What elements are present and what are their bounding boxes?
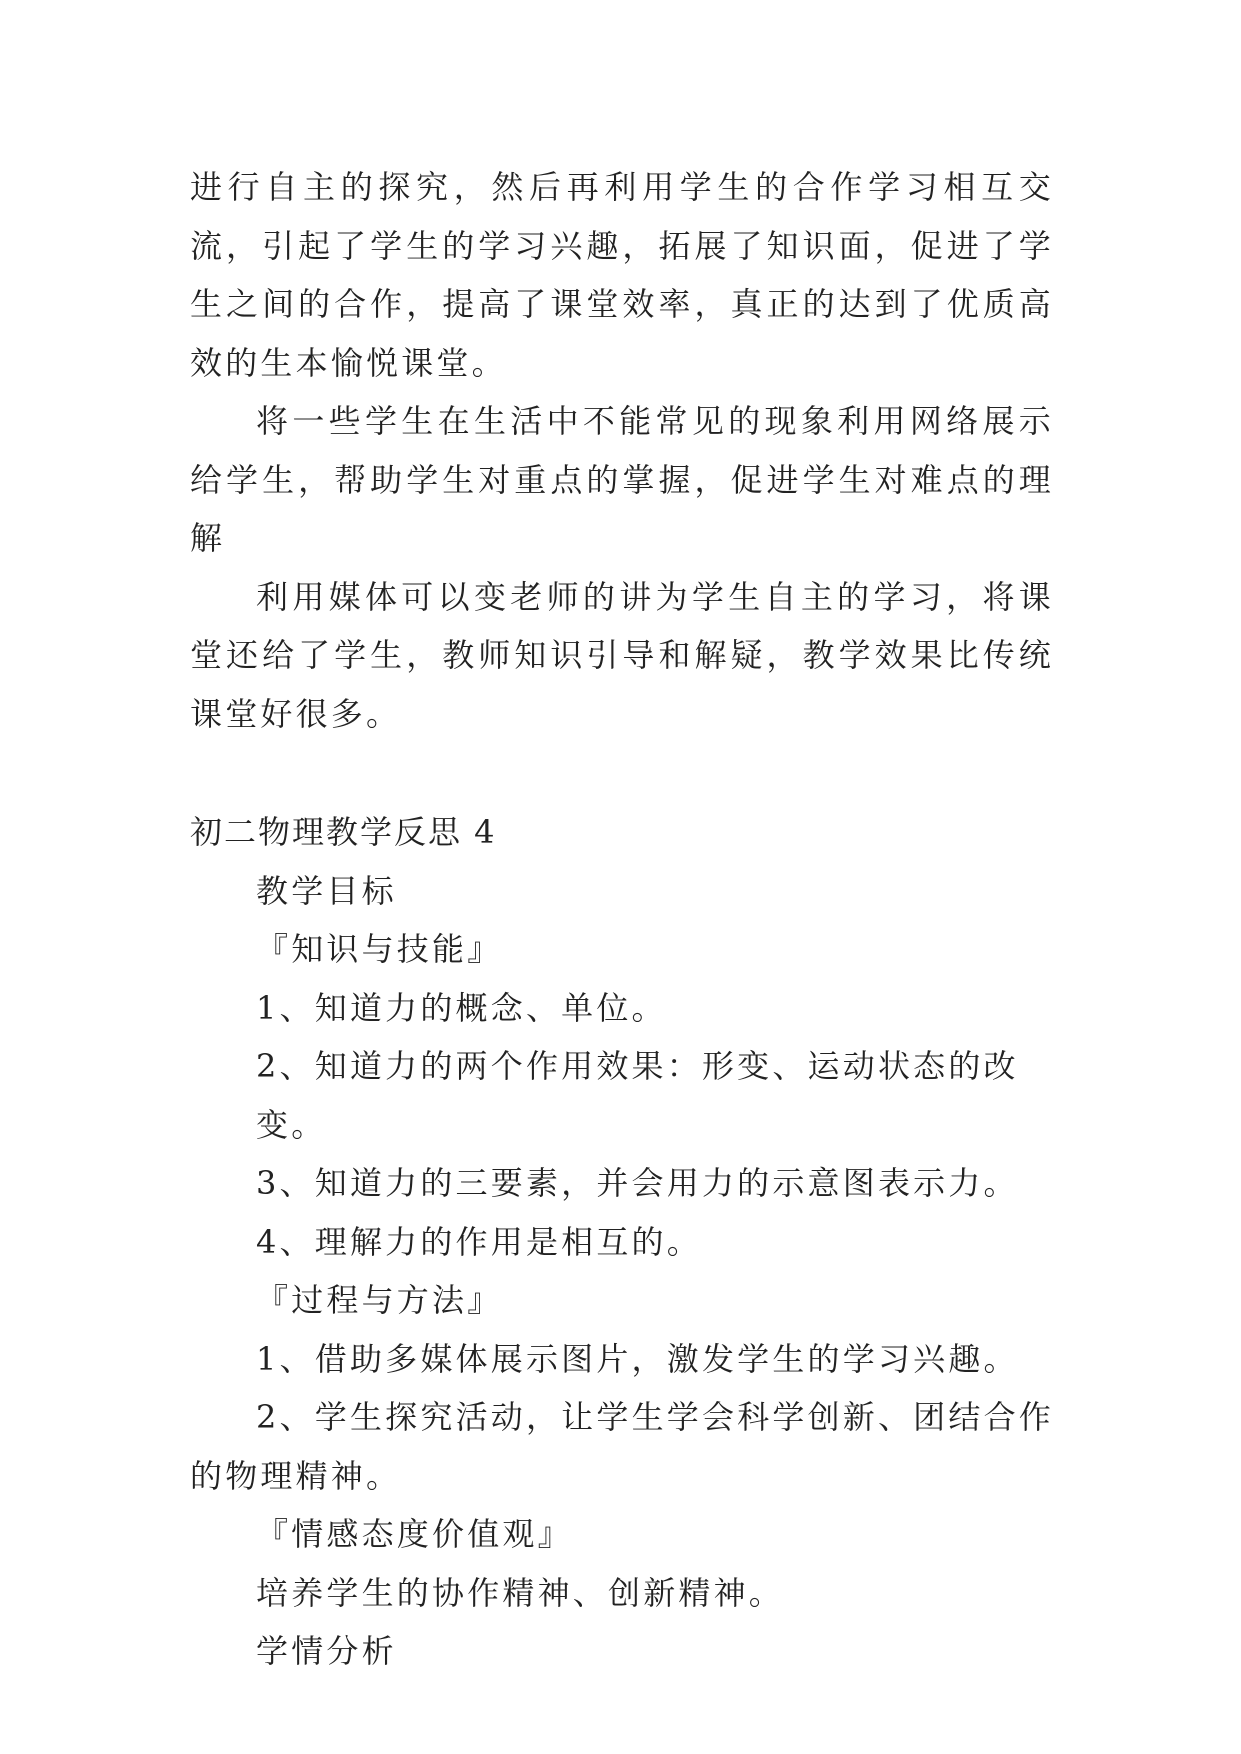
- knowledge-item-2: 2、知道力的两个作用效果：形变、运动状态的改变。: [256, 1047, 1019, 1144]
- process-item-2: 2、学生探究活动，让学生学会科学创新、团结合作的物理精神。: [190, 1398, 1054, 1495]
- paragraph-media-learning: 利用媒体可以变老师的讲为学生自主的学习，将课堂还给了学生，教师知识引导和解疑，教学效果比传统课堂好很多。: [190, 577, 1054, 733]
- knowledge-item-1: 1、知道力的概念、单位。: [256, 988, 667, 1027]
- process-item-1: 1、借助多媒体展示图片，激发学生的学习兴趣。: [256, 1339, 1019, 1378]
- knowledge-heading: 『知识与技能』: [256, 930, 503, 968]
- document-page: [190, 158, 1054, 1681]
- analysis-heading: 学情分析: [256, 1632, 397, 1670]
- paragraph-network-display: 将一些学生在生活中不能常见的现象利用网络展示给学生，帮助学生对重点的掌握，促进学生对难点的理解: [190, 402, 1054, 557]
- knowledge-item-4: 4、理解力的作用是相互的。: [256, 1222, 702, 1261]
- emotion-text: 培养学生的协作精神、创新精神。: [256, 1573, 785, 1612]
- section-title: 初二物理教学反思 4: [190, 813, 497, 851]
- section-gap: [190, 743, 1054, 803]
- paragraph-continued: 进行自主的探究，然后再利用学生的合作学习相互交流，引起了学生的学习兴趣，拓展了知识面，促进了学生之间的合作，提高了课堂效率，真正的达到了优质高效的生本愉悦课堂。: [190, 168, 1054, 382]
- knowledge-item-3: 3、知道力的三要素，并会用力的示意图表示力。: [256, 1164, 1019, 1202]
- objectives-heading: 教学目标: [256, 871, 397, 910]
- emotion-heading: 『情感态度价值观』: [256, 1515, 573, 1553]
- process-heading: 『过程与方法』: [256, 1281, 503, 1319]
